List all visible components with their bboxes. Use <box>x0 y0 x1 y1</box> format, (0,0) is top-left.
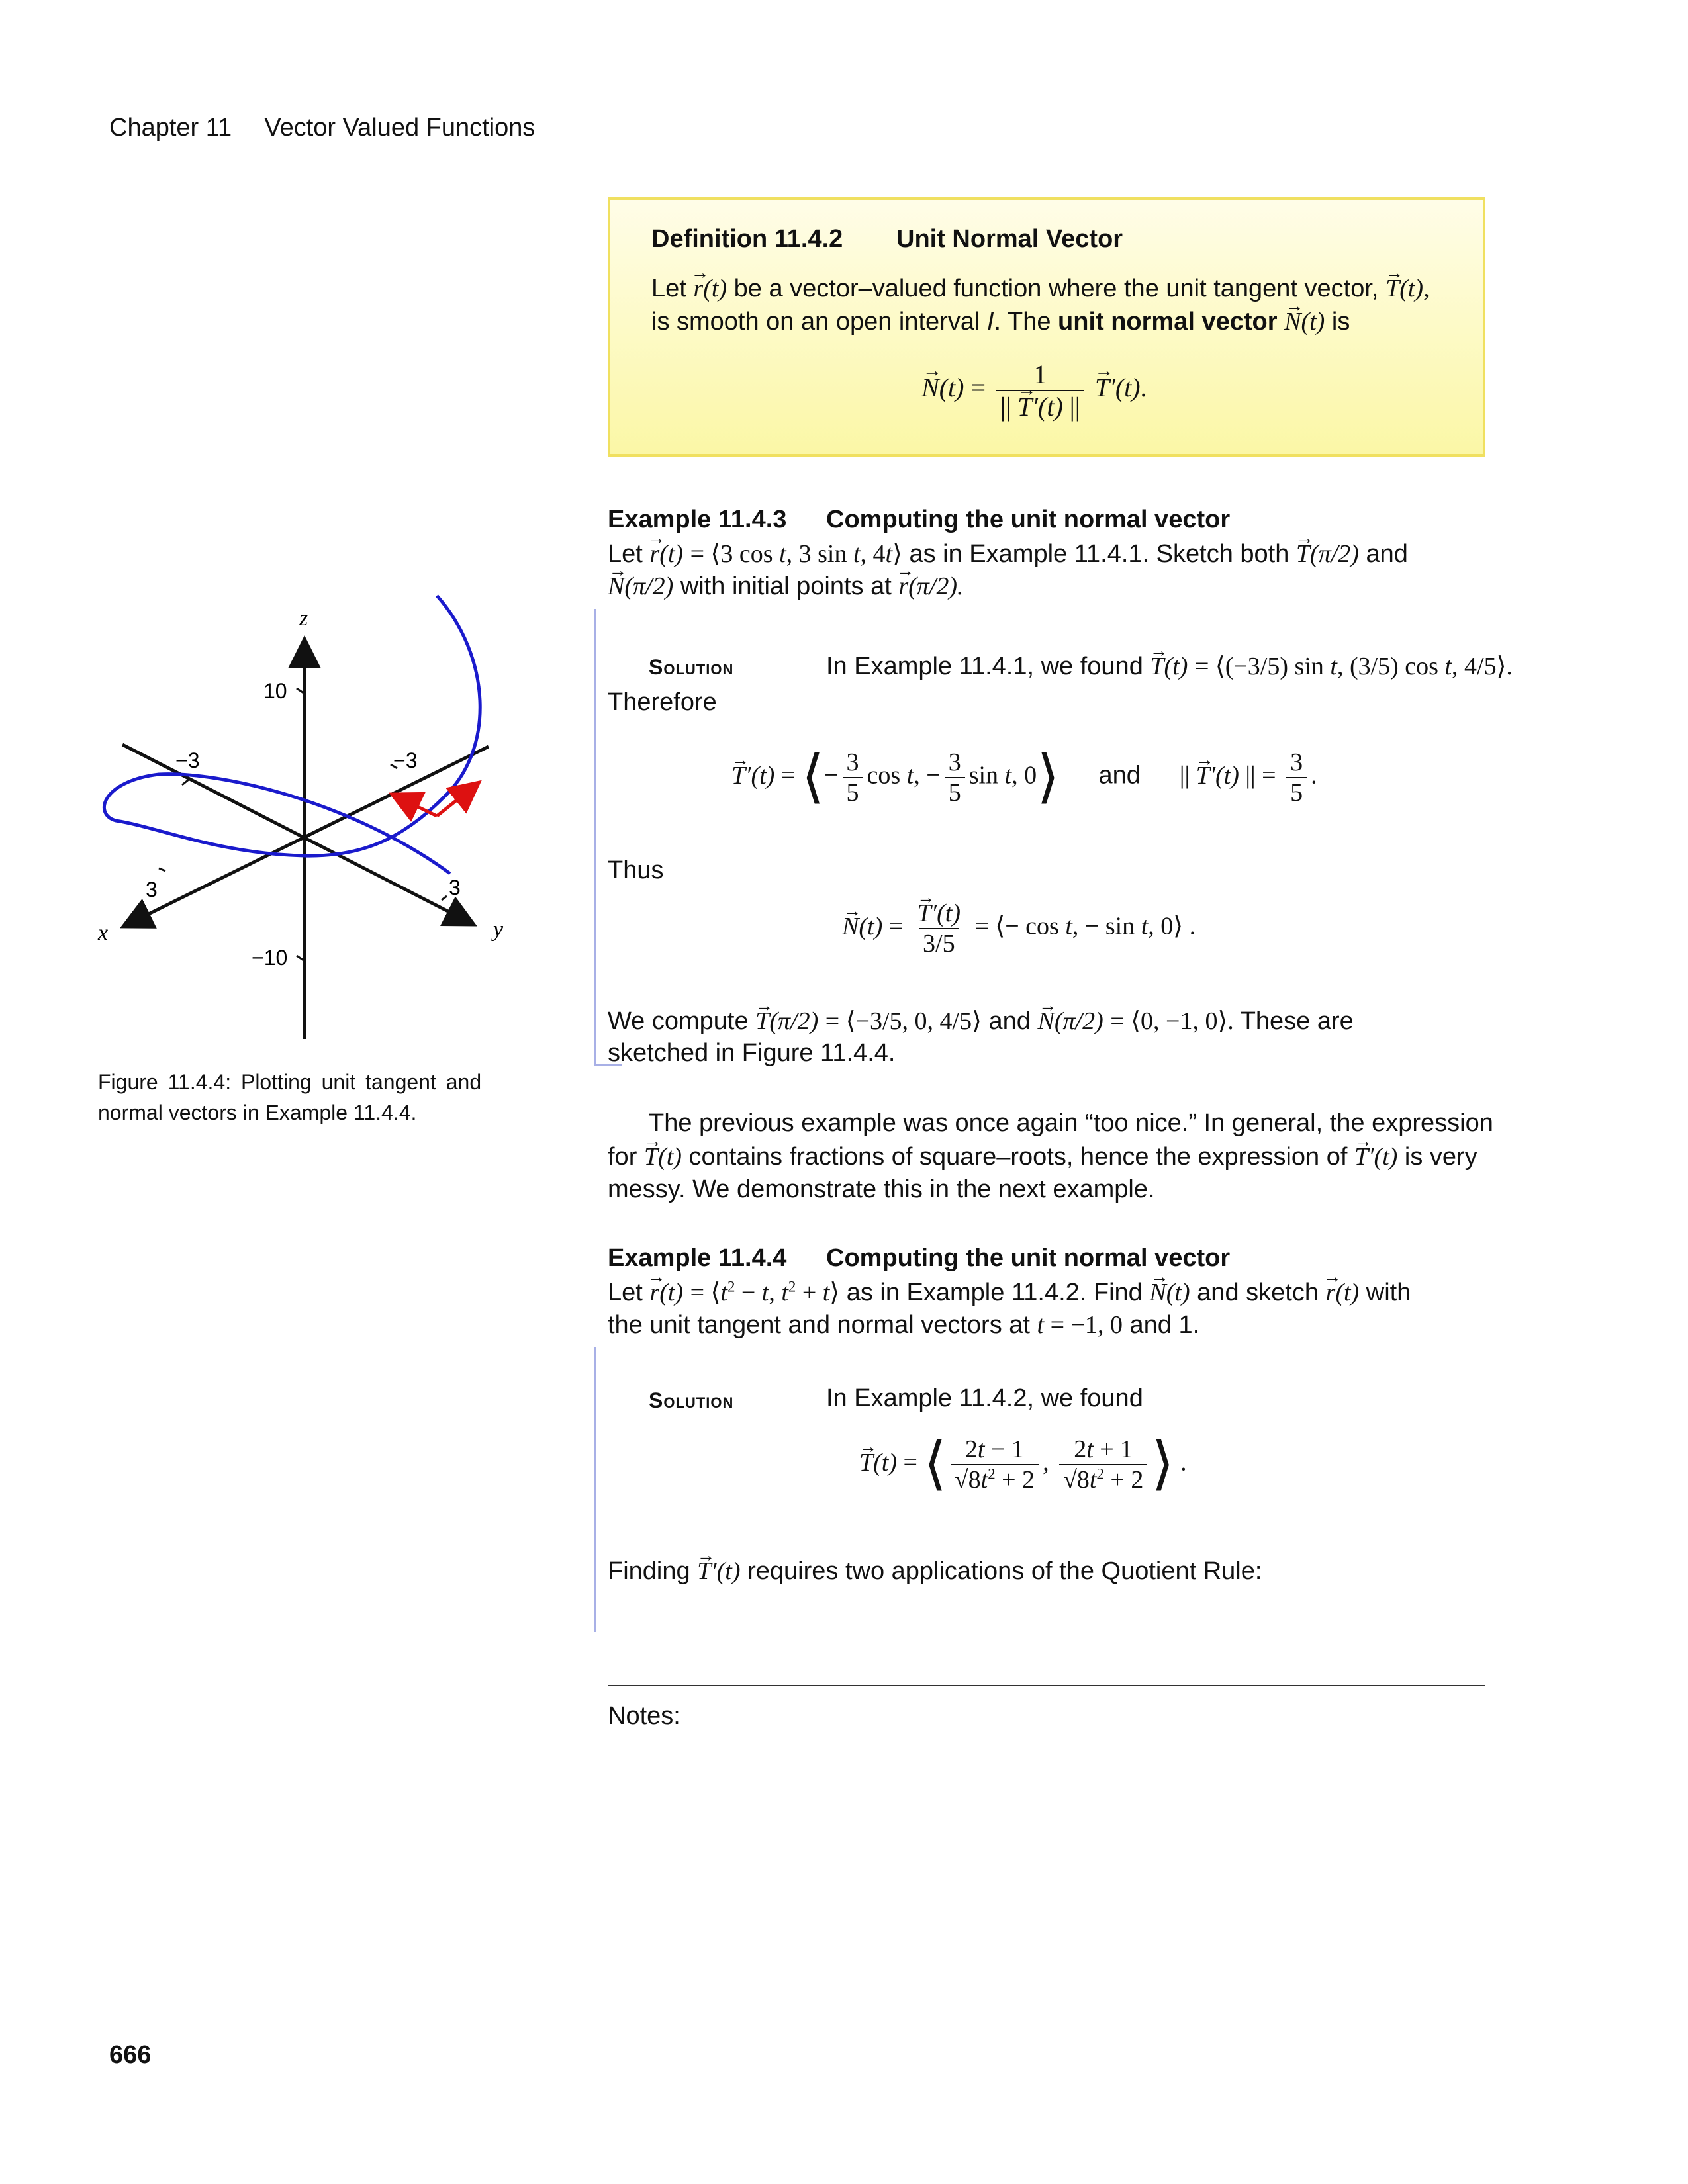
example1-therefore: Therefore <box>608 688 717 716</box>
example1-line1: Let → r(t) = ⟨3 cos t, 3 sin t, 4t⟩ as in Example 11.4.1. Sketch both → T(π/2) and <box>608 539 1408 569</box>
example2-margin-rule <box>594 1347 596 1632</box>
example1-number: Example 11.4.3 <box>608 506 787 533</box>
example1-margin-rule <box>594 609 596 1066</box>
example2-line1: Let → $r(t) = ⟨t^2 - t$, $t^2$ + t⟩ as in Example 11.4.2. Find → N(t) and sketch → r(t) with <box>608 1277 1411 1307</box>
x-label: x <box>98 921 109 945</box>
x-pos-tick: 3 <box>146 878 158 901</box>
definition-number: Definition 11.4.2 <box>651 225 843 253</box>
chapter-label: Chapter 11 <box>109 114 232 142</box>
example2-finding: Finding → T′(t) requires two applications of the Quotient Rule: <box>608 1557 1262 1586</box>
example1-tprime-formula: → T′(t) = ⟨− $\frac{3}{5}$ cos t, − $\frac{3}{5}$ sin t, 0⟩ and || → T′(t) || = $\frac{3}{5}$ . <box>731 748 1317 807</box>
example1-compute-line2: sketched in Figure 11.4.4. <box>608 1039 896 1067</box>
definition-box <box>608 197 1485 457</box>
example2-t-formula: → T(t) = ⟨ $\frac{2t - 1}{√8t^2 + 2}$ , $\frac{2t + 1}{√8t^2 + 2}$ ⟩ . <box>859 1435 1187 1494</box>
notes-label: Notes: <box>608 1702 680 1730</box>
unit-normal-vector <box>395 796 437 816</box>
z-bottom-tick: −10 <box>252 946 288 970</box>
running-header <box>109 114 535 142</box>
z-label: z <box>299 606 308 631</box>
paragraph-line1: The previous example was once again “too nice.” In general, the expression <box>649 1109 1493 1137</box>
example2-solution-label: Solution <box>649 1388 734 1412</box>
example1-line2: → N(π/2) with initial points at → r(π/2). <box>608 572 964 601</box>
x-neg-tick: −3 <box>175 749 200 772</box>
y-pos-tick: 3 <box>449 876 461 899</box>
z-top-tick: 10 <box>263 679 287 703</box>
example1-compute-line: We compute → T(π/2) = ⟨−3/5, 0, 4/5⟩ and → N(π/2) = ⟨0, −1, 0⟩. These are <box>608 1006 1354 1036</box>
definition-text-line1: Let → r(t) be a vector–valued function where the unit tangent vector, → T(t), <box>651 274 1430 303</box>
example2-number: Example 11.4.4 <box>608 1244 787 1272</box>
definition-title: Unit Normal Vector <box>896 225 1123 253</box>
chapter-title: Vector Valued Functions <box>264 114 536 142</box>
figure-3d-plot <box>86 582 549 1059</box>
example2-solution-intro: In Example 11.4.2, we found <box>826 1385 1143 1412</box>
figure-caption: Figure 11.4.4: Plotting unit tangent and normal vectors in Example 11.4.4. <box>98 1070 482 1124</box>
example1-title: Computing the unit normal vector <box>826 506 1231 533</box>
example1-thus: Thus <box>608 856 664 884</box>
example1-n-formula: → N(t) = → $\frac{T'(t)}{3/5}$ = ⟨− cos t, − sin t, 0⟩ . <box>842 899 1196 958</box>
example2-title: Computing the unit normal vector <box>826 1244 1231 1272</box>
page-number: 666 <box>109 2041 152 2069</box>
y-label: y <box>493 917 504 942</box>
y-neg-tick: −3 <box>393 749 418 772</box>
notes-divider <box>608 1685 1485 1686</box>
example1-solution-label: Solution <box>649 655 734 679</box>
definition-text-line2: is smooth on an open interval I. The unit normal vector → N(t) is <box>651 307 1350 336</box>
definition-formula: → N(t) = $\frac{1}{|| \to T'(t) ||}$ → T′(t). <box>921 359 1147 422</box>
example1-solution-intro: In Example 11.4.1, we found → T(t) = ⟨(−3/5) sin t, (3/5) cos t, 4/5⟩. <box>826 651 1513 681</box>
paragraph-line3: messy. We demonstrate this in the next example. <box>608 1175 1155 1203</box>
example2-line2: the unit tangent and normal vectors at t = −1, 0 and 1. <box>608 1311 1200 1339</box>
paragraph-line2: for → T(t) contains fractions of square–roots, hence the expression of → T′(t) is very <box>608 1142 1477 1171</box>
